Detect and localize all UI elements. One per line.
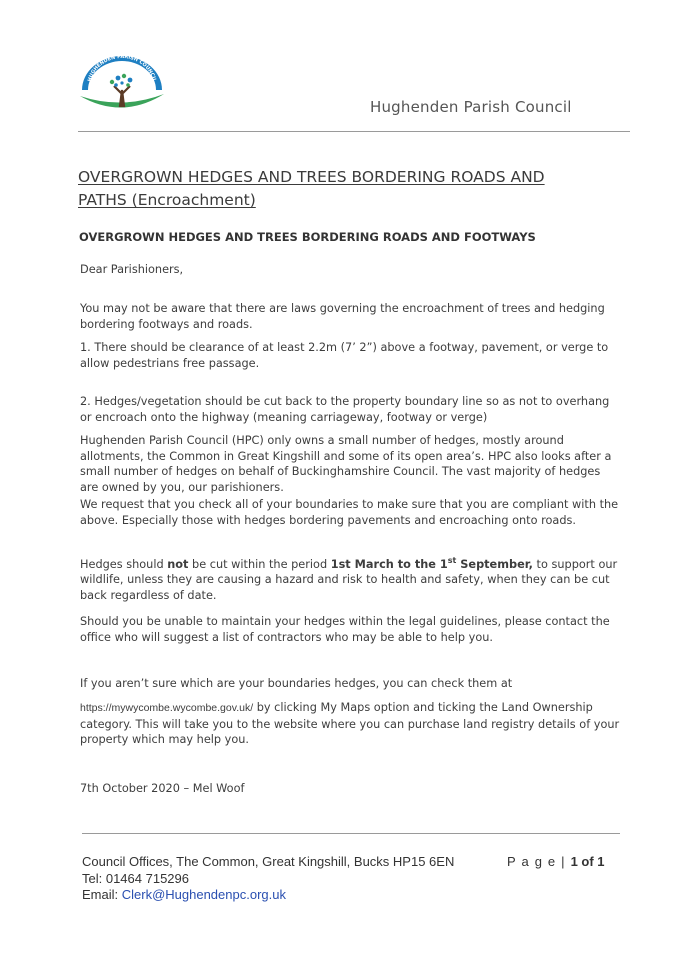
intro-paragraph: You may not be aware that there are laws governing the encroachment of trees and hedging bordering footways and roads. — [80, 302, 605, 331]
contact-paragraph: Should you be unable to maintain your hedges within the legal guidelines, please contact the office who will suggest a list of contractors who may be able to help you. — [80, 615, 610, 644]
footer-divider — [82, 833, 620, 834]
document-title: OVERGROWN HEDGES AND TREES BORDERING ROADS AND PATHS (Encroachment) — [78, 168, 545, 209]
boundaries-line: If you aren’t sure which are your boundaries hedges, you can check them at — [80, 677, 513, 690]
salutation: Dear Parishioners, — [80, 263, 184, 276]
cutting-paragraph: Hedges should not be cut within the period 1st March to the 1st September, to support our wildlife, unless they are causing a hazard and risk to health and safety, when they can be cut back regardless of date. — [80, 556, 618, 602]
footer-email: Email: Clerk@Hughendenpc.org.uk — [82, 887, 286, 902]
link-paragraph: https://mywycombe.wycombe.gov.uk/ by clicking My Maps option and ticking the Land Ownership category. This will take you to the website where you can purchase land registry details of your property which may help you. — [80, 701, 620, 746]
svg-text:HUGHENDEN PARISH COUNCIL — [87, 54, 158, 83]
signoff: 7th October 2020 – Mel Woof — [80, 782, 245, 795]
logo-text: HUGHENDEN PARISH COUNCIL — [86, 53, 158, 83]
footer-contact — [82, 854, 454, 904]
footer-address: Council Offices, The Common, Great Kingshill, Bucks HP15 6EN — [82, 854, 455, 869]
request-paragraph: We request that you check all of your boundaries to make sure that you are compliant with the above. Especially those with hedges bordering pavements and encroaching onto roads. — [80, 498, 619, 527]
emphasis-not: not — [167, 557, 189, 571]
point-2: 2. Hedges/vegetation should be cut back to the property boundary line so as not to overhang or encroach onto the highway (meaning carriageway, footway or verge) — [80, 395, 610, 424]
wycombe-link[interactable]: https://mywycombe.wycombe.gov.uk/ — [80, 702, 254, 714]
cutting-period: 1st March to the 1st September, — [330, 556, 533, 571]
council-name: Hughenden Parish Council — [370, 98, 572, 116]
subheading: OVERGROWN HEDGES AND TREES BORDERING ROADS AND FOOTWAYS — [79, 230, 536, 244]
email-link[interactable]: Clerk@Hughendenpc.org.uk — [121, 887, 286, 902]
header-divider — [78, 131, 630, 132]
point-1: 1. There should be clearance of at least 2.2m (7’ 2”) above a footway, pavement, or verge to allow pedestrians free passage. — [80, 341, 609, 370]
page-number: P a g e | 1 of 1 — [507, 854, 605, 869]
hpc-paragraph: Hughenden Parish Council (HPC) only owns a small number of hedges, mostly around allotments, the Common in Great Kingshill and some of its open area’s. HPC also looks after a small number of hedges on behalf of Buckinghamshire Council. The vast majority of hedges are owned by you, our parishioners. — [80, 434, 612, 494]
footer-tel: Tel: 01464 715296 — [82, 870, 189, 886]
council-logo — [76, 50, 168, 112]
